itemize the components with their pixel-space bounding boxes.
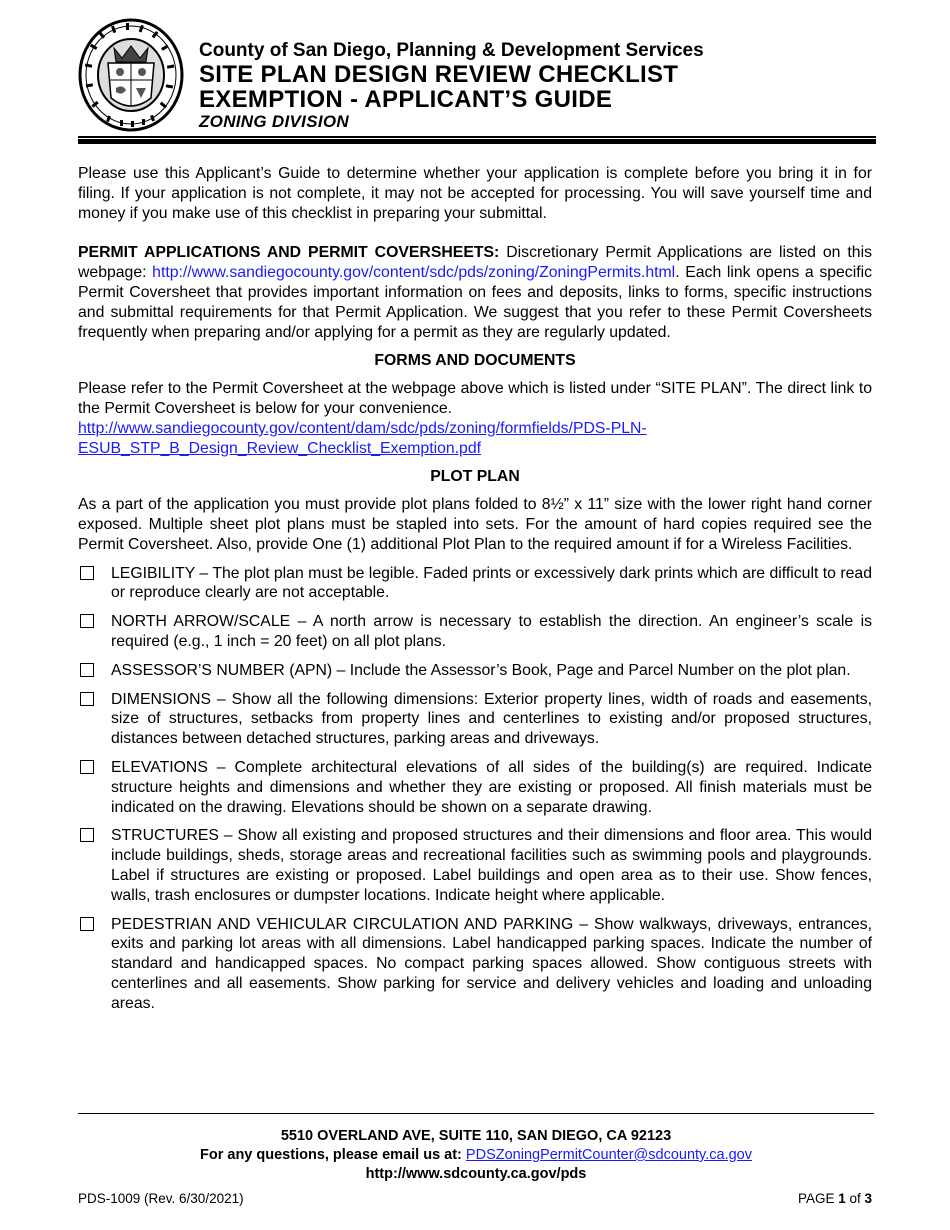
footer-email-line [78, 1146, 874, 1165]
checklist-item [78, 661, 872, 681]
footer-address: 5510 OVERLAND AVE, SUITE 110, SAN DIEGO, CA 92123 [280, 1128, 672, 1144]
checkbox[interactable] [80, 828, 94, 842]
division-name: ZONING DIVISION [199, 112, 349, 131]
plot-plan-heading: PLOT PLAN [430, 468, 520, 486]
permits-text-after: . Each link opens a specific Permit Coversheet that provides important information on fees and deposits, links to forms, specific instructions and submittal requirements for that Permit Application. We suggest that you refer to these Permit Coversheets frequently when preparing and/or applying for a permit as they are regularly updated. [78, 264, 872, 341]
permits-heading: PERMIT APPLICATIONS AND PERMIT COVERSHEETS: [78, 244, 500, 262]
checkbox[interactable] [80, 614, 94, 628]
checklist-item-text: ELEVATIONS – Complete architectural elevations of all sides of the building(s) are required. Indicate structure heights and dimensions and whether they are existing or proposed. All finish materials must be indicated on the drawing. Elevations should be shown on a separate drawing. [111, 758, 872, 816]
checklist-item-text: STRUCTURES – Show all existing and proposed structures and their dimensions and floor area. This would include buildings, sheds, storage areas and recreational facilities such as swimming pools and playgrounds. Label if structures are existing or proposed. Label buildings and open area as to their use. Show fences, walls, trash enclosures or dumpster locations. Indicate height where applicable. [111, 827, 872, 904]
header-divider-thin [78, 136, 876, 138]
forms-heading: FORMS AND DOCUMENTS [374, 352, 576, 370]
document-footer [78, 1113, 874, 1184]
document-title-line-1: SITE PLAN DESIGN REVIEW CHECKLIST [199, 61, 679, 88]
forms-link-line-1[interactable]: http://www.sandiegocounty.gov/content/dam/sdc/pds/zoning/formfields/PDS-PLN- [78, 419, 647, 437]
checklist-item-text: PEDESTRIAN AND VEHICULAR CIRCULATION AND PARKING – Show walkways, driveways, entrances, exits and parking lot areas with all dimensions. Label handicapped parking spaces. Indicate the number of standard and handicapped spaces. No compact parking spaces allowed. Show contiguous streets with centerlines and all easements. Show parking for service and delivery vehicles and loading and unloading areas. [111, 915, 872, 1012]
checkbox[interactable] [80, 566, 94, 580]
permits-url-link[interactable]: http://www.sandiegocounty.gov/content/sdc/pds/zoning/ZoningPermits.html [152, 264, 676, 282]
page-current: 1 [838, 1191, 846, 1206]
checkbox[interactable] [80, 917, 94, 931]
document-body [78, 164, 872, 1013]
page-number [798, 1191, 872, 1206]
forms-paragraph: Please refer to the Permit Coversheet at the webpage above which is listed under “SITE PLAN”. The direct link to the Permit Coversheet is below for your convenience. [78, 380, 872, 417]
county-seal-logo [78, 18, 184, 132]
footer-email-label: For any questions, please email us at: [200, 1147, 466, 1163]
form-id: PDS-1009 (Rev. 6/30/2021) [78, 1191, 244, 1206]
checklist-item [78, 690, 872, 749]
forms-link[interactable] [78, 419, 872, 459]
footer-email-link[interactable]: PDSZoningPermitCounter@sdcounty.ca.gov [465, 1147, 752, 1163]
page-label: PAGE [797, 1191, 839, 1206]
checklist-item [78, 826, 872, 905]
page-of: of [845, 1191, 865, 1206]
footer-divider [78, 1113, 874, 1114]
checklist-item [78, 758, 872, 817]
checklist-item-text: LEGIBILITY – The plot plan must be legible. Faded prints or excessively dark prints which are difficult to read or reproduce clearly are not acceptable. [111, 564, 872, 602]
checkbox[interactable] [80, 663, 94, 677]
checklist-item-text: ASSESSOR’S NUMBER (APN) – Include the Assessor’s Book, Page and Parcel Number on the plot plan. [111, 661, 851, 679]
plot-plan-paragraph: As a part of the application you must provide plot plans folded to 8½” x 11” size with the lower right hand corner exposed. Multiple sheet plot plans must be stapled into sets. For the amount of hard copies required see the Permit Coversheet. Also, provide One (1) additional Plot Plan to the required amount if for a Wireless Facilities. [78, 496, 872, 553]
checklist-item [78, 612, 872, 652]
document-title-line-2: EXEMPTION - APPLICANT’S GUIDE [199, 86, 613, 113]
checkbox[interactable] [80, 692, 94, 706]
footer-website[interactable]: http://www.sdcounty.ca.gov/pds [365, 1166, 587, 1182]
permits-text-before: Discretionary Permit Applications are listed on this webpage: [78, 244, 872, 282]
page-total: 3 [864, 1191, 872, 1206]
checkbox[interactable] [80, 760, 94, 774]
organization-name: County of San Diego, Planning & Development Services [199, 40, 704, 61]
checklist-item-text: DIMENSIONS – Show all the following dimensions: Exterior property lines, width of roads and easements, size of structures, setbacks from property lines and centerlines to existing and/or proposed structures, distances between detached structures, parking areas and driveways. [111, 690, 872, 748]
forms-link-line-2[interactable]: ESUB_STP_B_Design_Review_Checklist_Exemption.pdf [78, 439, 482, 457]
checklist-item [78, 915, 872, 1014]
intro-paragraph: Please use this Applicant’s Guide to determine whether your application is complete before you bring it in for filing. If your application is not complete, it may not be accepted for processing. You will save yourself time and money if you make use of this checklist in preparing your submittal. [78, 165, 872, 222]
document-header [78, 18, 872, 138]
permits-paragraph [78, 243, 872, 342]
checklist-item-text: NORTH ARROW/SCALE – A north arrow is necessary to establish the direction. An engineer’s scale is required (e.g., 1 inch = 20 feet) on all plot plans. [111, 613, 872, 650]
checklist-item [78, 564, 872, 604]
header-divider-thick [78, 139, 876, 144]
